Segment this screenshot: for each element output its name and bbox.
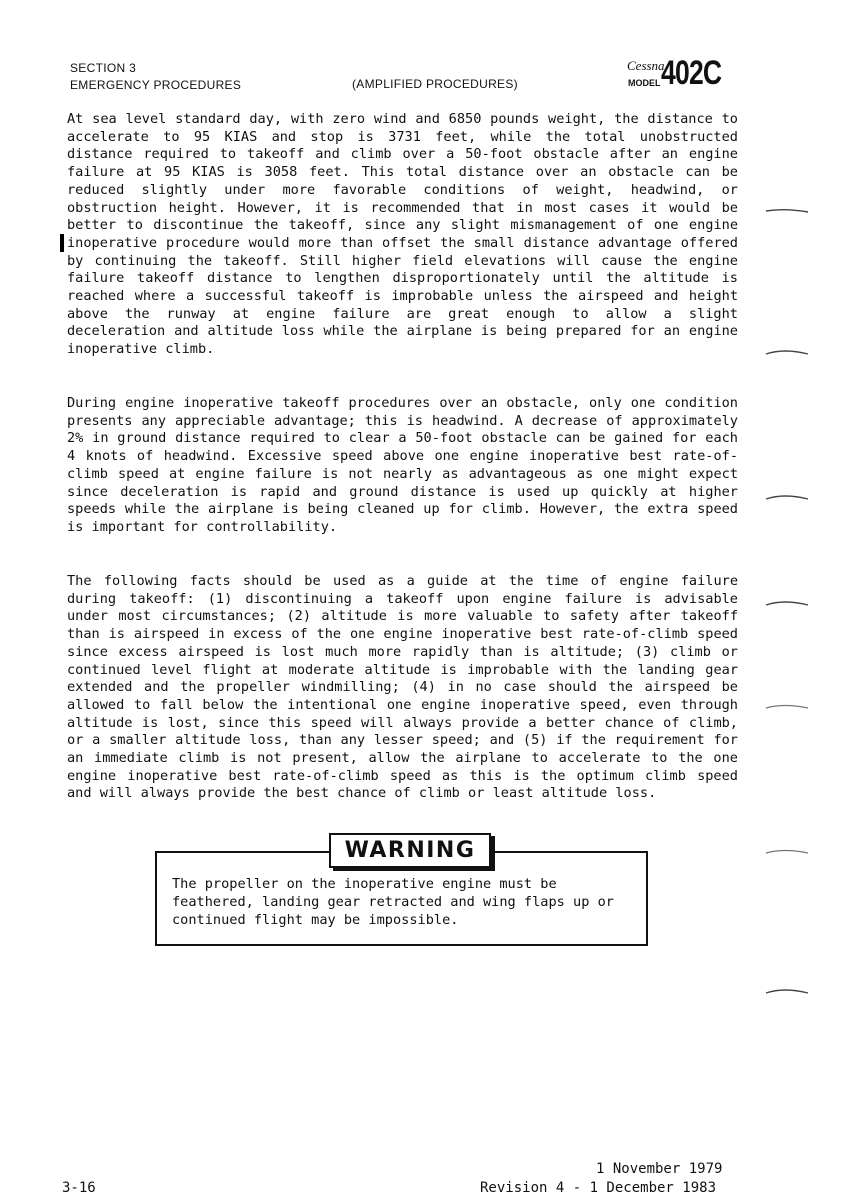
model-number: 402C — [661, 54, 722, 92]
section-number: SECTION 3 — [70, 61, 137, 75]
warning-label: WARNING — [329, 833, 491, 868]
margin-mark — [764, 597, 810, 607]
revision-date: Revision 4 - 1 December 1983 — [480, 1180, 717, 1196]
paragraph-engine-failure-facts: The following facts should be used as a guide at the time of engine failure during takeoff: (1) discontinuing a takeoff upon engine failure is advisable under most circumstances; (2) altitude is more valuable to safety after takeoff than is airspeed in excess of the one engine inoperative best rate-of-climb speed since excess airspeed is lost much more rapidly than is altitude; (3) climb or continued level flight at moderate altitude is improbable with the landing gear extended and the propeller windmilling; (4) in no case should the airspeed be allowed to fall below the intentional one engine inoperative speed, even through altitude is lost, since this speed will always provide a better chance of climb, or a smaller altitude loss, than any lesser speed; and (5) if the requirement for an immediate climb is not present, allow the airplane to accelerate to the one engine inoperative best rate-of-climb speed as this is the optimum climb speed and will always provide the best chance of climb or least altitude loss. — [67, 573, 738, 802]
model-label: MODEL — [628, 78, 661, 88]
margin-mark — [764, 205, 810, 215]
issue-date: 1 November 1979 — [596, 1161, 723, 1177]
margin-mark — [764, 845, 810, 855]
margin-mark — [764, 346, 810, 356]
revision-change-bar — [60, 234, 64, 252]
cessna-model-logo — [627, 56, 747, 96]
page-number: 3-16 — [62, 1180, 96, 1196]
procedures-subtitle: (AMPLIFIED PROCEDURES) — [352, 77, 518, 91]
paragraph-takeoff-distance: At sea level standard day, with zero wind and 6850 pounds weight, the distance to accelerate to 95 KIAS and stop is 3731 feet, while the total unobstructed distance required to takeoff and climb over a 50-foot obstacle after an engine failure at 95 KIAS is 3058 feet. This total distance over an obstacle can be reduced slightly under more favorable conditions of weight, headwind, or obstruction height. However, it is recommended that in most cases it would be better to discontinue the takeoff, since any slight mismanagement of one engine inoperative procedure would more than offset the small distance advantage offered by continuing the takeoff. Still higher field elevations will cause the engine failure takeoff distance to lengthen disproportionately until the altitude is reached where a successful takeoff is improbable unless the airspeed and height above the runway at engine failure are great enough to allow a slight deceleration and altitude loss while the airplane is being prepared for an engine inoperative climb. — [67, 111, 738, 358]
warning-text: The propeller on the inoperative engine must be feathered, landing gear retracted and wing flaps up or continued flight may be impossible. — [172, 876, 614, 928]
section-header — [70, 60, 241, 94]
margin-mark — [764, 700, 810, 710]
margin-mark — [764, 491, 810, 501]
section-title: EMERGENCY PROCEDURES — [70, 78, 242, 92]
brand-logo: Cessna. — [627, 58, 668, 73]
margin-mark — [764, 985, 810, 995]
paragraph-obstacle-procedures: During engine inoperative takeoff procedures over an obstacle, only one condition presents any appreciable advantage; this is headwind. A decrease of approximately 2% in ground distance required to clear a 50-foot obstacle can be gained for each 4 knots of headwind. Excessive speed above one engine inoperative best rate-of-climb speed at engine failure is not nearly as advantageous as one might expect since deceleration is rapid and ground distance is used up quickly at higher speeds while the airplane is being cleaned up for climb. However, the extra speed is important for controllability. — [67, 395, 738, 535]
